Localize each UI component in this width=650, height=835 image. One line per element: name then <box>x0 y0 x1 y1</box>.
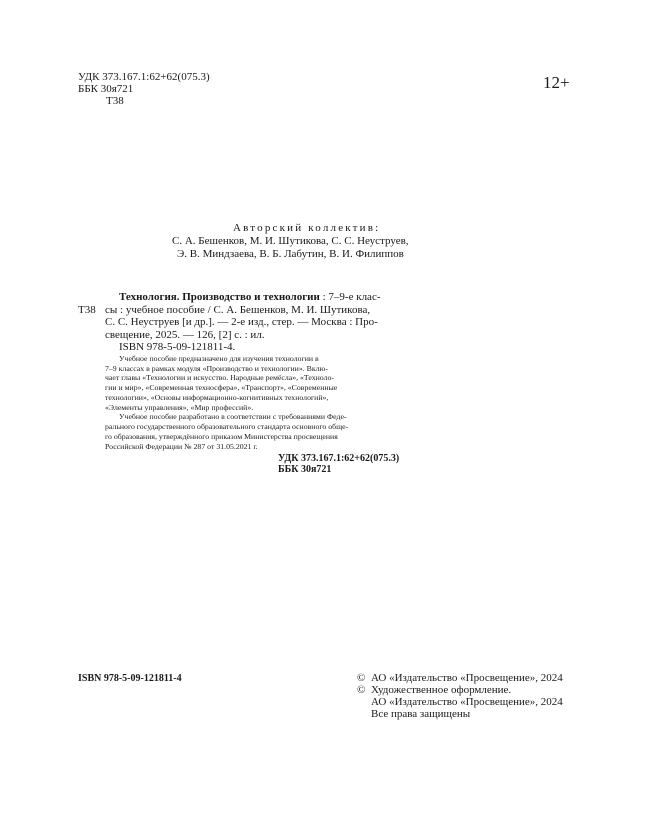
annotation-line: технологии», «Основы информационно-когнитивных технологий», <box>105 393 329 402</box>
copyright-symbol: © <box>357 684 366 696</box>
annotation-line: гии и мир», «Современная техносфера», «Транспорт», «Современные <box>105 383 338 392</box>
annotation-line: го образования, утверждённого приказом Министерства просвещения <box>105 432 338 441</box>
bib-line: С. С. Неуструев [и др.]. — 2-е изд., стер. — Москва : Про- <box>105 316 378 328</box>
annotation-line: рального государственного образовательного стандарта основного обще- <box>105 422 349 431</box>
bib-line: свещение, 2025. — 126, [2] с. : ил. <box>105 329 265 341</box>
bib-author-mark: Т38 <box>78 304 96 316</box>
annotation-line: Российской Федерации № 287 от 31.05.2021 г. <box>105 442 258 451</box>
copyright-design-title: Художественное оформление. <box>371 684 512 696</box>
authors-heading: Авторский коллектив: <box>233 222 381 234</box>
author-mark: Т38 <box>106 95 124 107</box>
udk-code: УДК 373.167.1:62+62(075.3) <box>78 71 210 83</box>
annotation-line: чает главы «Технологии и искусство. Народные ремёсла», «Техноло- <box>105 373 334 382</box>
annotation-bbk: ББК 30я721 <box>278 464 332 475</box>
annotation-line: «Элементы управления», «Мир профессий». <box>105 403 254 412</box>
authors-line: С. А. Бешенков, М. И. Шутикова, С. С. Неуструев, <box>172 235 409 247</box>
annotation-line: 7–9 классах в рамках модуля «Производство и технологии». Вклю- <box>105 364 328 373</box>
bib-isbn: ISBN 978-5-09-121811-4. <box>119 341 236 353</box>
rights-reserved: Все права защищены <box>371 708 471 720</box>
book-title: Технология. Производство и технологии <box>119 291 320 303</box>
age-rating: 12+ <box>543 73 570 92</box>
footer-isbn: ISBN 978-5-09-121811-4 <box>78 673 182 684</box>
annotation-udk: УДК 373.167.1:62+62(075.3) <box>278 453 400 464</box>
copyright-publisher: АО «Издательство «Просвещение», 2024 <box>371 672 563 684</box>
bbk-code: ББК 30я721 <box>78 83 134 95</box>
copyright-design: АО «Издательство «Просвещение», 2024 <box>371 696 563 708</box>
bib-line: сы : учебное пособие / С. А. Бешенков, М. И. Шутикова, <box>105 304 371 316</box>
annotation-line: Учебное пособие предназначено для изучения технологии в <box>119 354 319 363</box>
bib-text: : 7–9-е клас- <box>319 291 381 303</box>
bib-line <box>119 291 381 304</box>
copyright-symbol: © <box>357 672 366 684</box>
annotation-line: Учебное пособие разработано в соответствии с требованиями Феде- <box>119 412 347 421</box>
authors-line: Э. В. Миндзаева, В. Б. Лабутин, В. И. Филиппов <box>177 248 404 260</box>
